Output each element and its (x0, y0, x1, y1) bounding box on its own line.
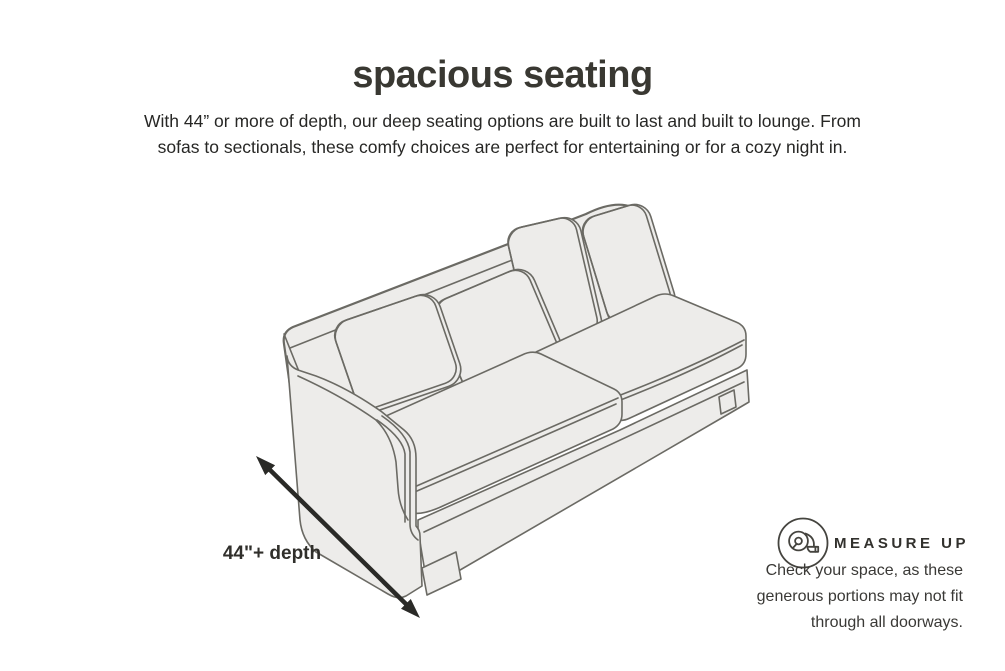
page-title: spacious seating (352, 54, 653, 96)
depth-dimension-label: 44"+ depth (222, 543, 322, 564)
measure-up-note-line1: Check your space, as these (765, 562, 963, 579)
measure-up-note-line3: through all doorways. (810, 614, 963, 631)
depth-arrow (244, 444, 434, 634)
intro-text-line2: sofas to sectionals, these comfy choices are perfect for entertaining or for a cozy night in. (157, 137, 848, 157)
measure-up-heading: MEASURE UP (834, 535, 970, 552)
intro-text-line1: With 44” or more of depth, our deep seating options are built to last and built to lounge. From (144, 111, 861, 131)
intro-text (0, 108, 1005, 160)
measure-up-note-line2: generous portions may not fit (756, 588, 963, 605)
measure-up-note (740, 558, 963, 636)
